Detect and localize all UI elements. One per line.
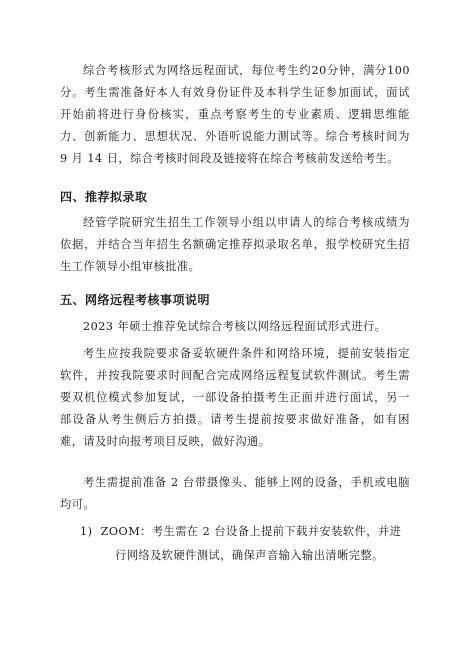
section-heading-5 [60,289,410,311]
list-item-body [60,520,410,568]
paragraph-text: 2023 年硕士推荐免试综合考核以网络远程面试形式进行。 [83,320,387,333]
paragraph-online-2023 [60,316,410,338]
paragraph-admission-method [60,212,410,278]
heading-text: 四、推荐拟录取 [60,190,148,204]
section-heading-4 [60,186,410,208]
list-item [60,520,410,568]
paragraph-text: 经管学院研究生招生工作领导小组以申请人的综合考核成绩为依据，并结合当年招生名额确定推荐拟录取名单，报学校研究生招生工作领导小组审核批准。 [60,216,410,273]
paragraph-text: 综合考核形式为网络远程面试，每位考生约20分钟，满分100分。考生需准备好本人有效身份证件及本科学生证参加面试，面试开始前将进行身份核实，重点考察考生的专业素质、逻辑思维能力、创新能力、思想状况、外语听说能力测试等。综合考核时间为 9 月 14 日，综合考核时间段及链接将在综合考核前发送给考生。 [60,64,410,165]
heading-text: 五、网络远程考核事项说明 [60,293,211,307]
paragraph-online-requirements [60,343,410,453]
list-item-marker: 1) [80,525,93,538]
list-item-text: ZOOM：考生需在 2 台设备上提前下载并安装软件，并进行网络及软硬件测试，确保声音输入输出清晰完整。 [100,525,402,562]
paragraph-text: 考生需提前准备 2 台带摄像头、能够上网的设备，手机或电脑均可。 [60,476,410,511]
paragraph-devices [60,472,410,516]
paragraph-interview-format [60,60,410,170]
paragraph-text: 考生应按我院要求备妥软硬件条件和网络环境，提前安装指定软件，并按我院要求时间配合完成网络远程复试软件测试。考生需要双机位模式参加复试，一部设备拍摄考生正面并进行面试，另一部设备从考生侧后方拍摄。请考生提前按要求做好准备，如有困难，请及时向报考项目反映，做好沟通。 [60,347,410,448]
